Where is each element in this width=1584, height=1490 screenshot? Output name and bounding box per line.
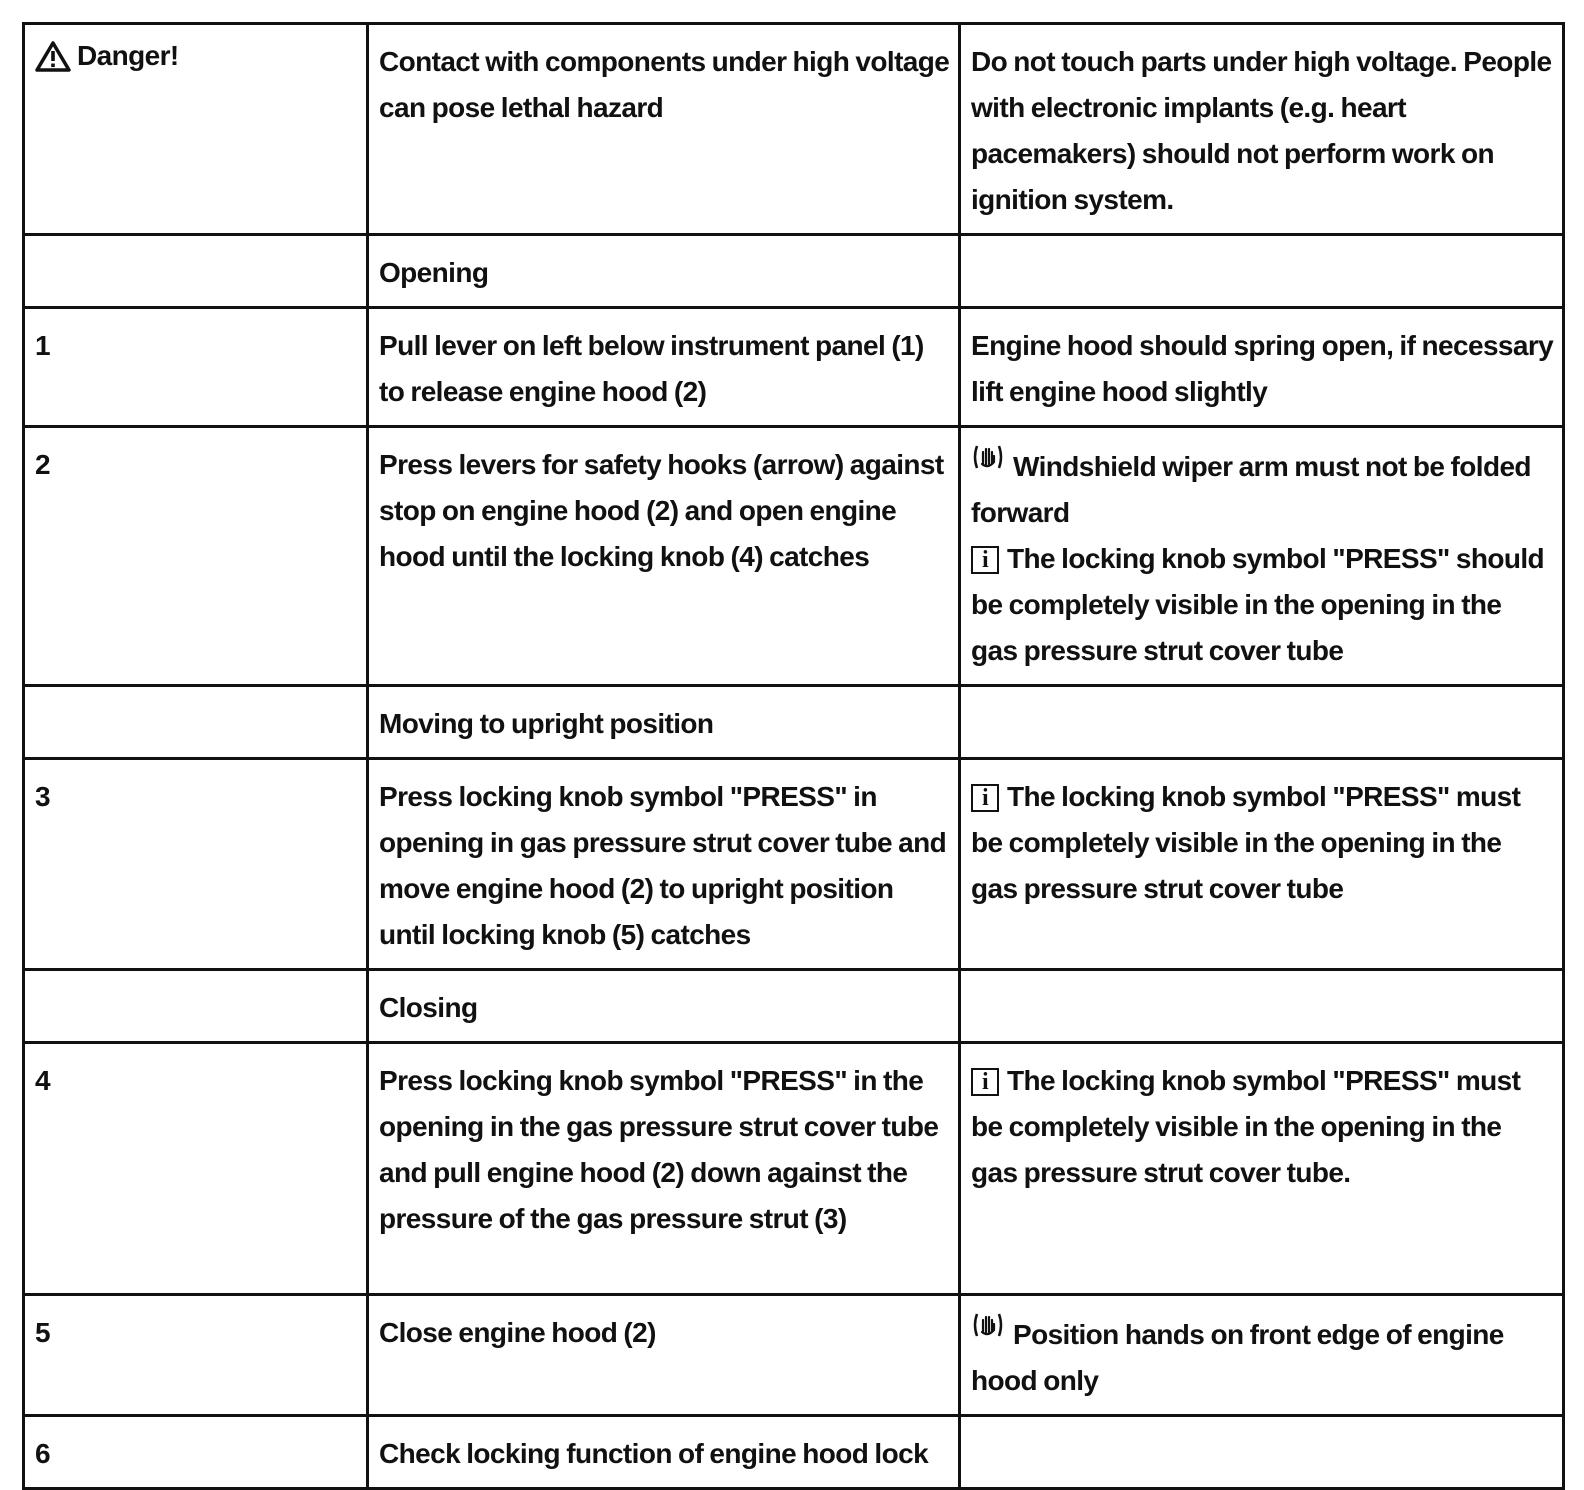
danger-heading [35, 33, 179, 79]
section-title-text: Closing [379, 992, 478, 1023]
section-title-opening [368, 235, 960, 308]
step-note [960, 1416, 1564, 1489]
step-number: 3 [24, 759, 368, 970]
section-empty-cell [24, 970, 368, 1043]
section-empty-cell [24, 686, 368, 759]
info-note: i The locking knob symbol "PRESS" must be completely visible in the opening in the gas pressure strut cover tube. [971, 1065, 1521, 1188]
step-row-3 [24, 759, 1564, 970]
step-row-5 [24, 1295, 1564, 1416]
section-empty-cell [960, 970, 1564, 1043]
danger-label-cell [24, 24, 368, 235]
step-note [960, 1295, 1564, 1416]
section-empty-cell [960, 686, 1564, 759]
step-note [960, 1043, 1564, 1295]
section-title-text: Moving to upright position [379, 708, 714, 739]
step-note: Engine hood should spring open, if necessary lift engine hood slightly [960, 308, 1564, 427]
danger-hazard-text: Contact with components under high voltage can pose lethal hazard [379, 46, 950, 123]
danger-measure-cell [960, 24, 1564, 235]
danger-row [24, 24, 1564, 235]
section-empty-cell [960, 235, 1564, 308]
step-number: 2 [24, 427, 368, 686]
info-icon: i [971, 546, 999, 574]
step-row-1 [24, 308, 1564, 427]
warning-triangle-icon [35, 40, 71, 72]
info-icon: i [971, 784, 999, 812]
step-number: 4 [24, 1043, 368, 1295]
section-title-upright [368, 686, 960, 759]
info-note: i The locking knob symbol "PRESS" must be completely visible in the opening in the gas pressure strut cover tube [971, 781, 1521, 904]
step-number: 1 [24, 308, 368, 427]
section-empty-cell [24, 235, 368, 308]
step-action: Press levers for safety hooks (arrow) against stop on engine hood (2) and open engine hood until the locking knob (4) catches [368, 427, 960, 686]
step-note [960, 759, 1564, 970]
section-row-closing [24, 970, 1564, 1043]
info-icon: i [971, 1068, 999, 1096]
caution-note: Windshield wiper arm must not be folded forward [971, 442, 1554, 536]
step-number: 5 [24, 1295, 368, 1416]
step-action: Check locking function of engine hood lock [368, 1416, 960, 1489]
step-row-6 [24, 1416, 1564, 1489]
procedure-table [22, 22, 1565, 1490]
step-row-2 [24, 427, 1564, 686]
section-row-upright [24, 686, 1564, 759]
danger-hazard-cell [368, 24, 960, 235]
step-action: Close engine hood (2) [368, 1295, 960, 1416]
section-row-opening [24, 235, 1564, 308]
danger-measure-text: Do not touch parts under high voltage. People with electronic implants (e.g. heart pacemakers) should not perform work on ignition system. [971, 46, 1552, 215]
step-note [960, 427, 1564, 686]
section-title-text: Opening [379, 257, 489, 288]
hand-caution-icon [971, 442, 1005, 472]
caution-note: Position hands on front edge of engine hood only [971, 1310, 1554, 1404]
step-row-4 [24, 1043, 1564, 1295]
step-action: Pull lever on left below instrument panel (1) to release engine hood (2) [368, 308, 960, 427]
step-action: Press locking knob symbol "PRESS" in opening in gas pressure strut cover tube and move engine hood (2) to upright position until locking knob (5) catches [368, 759, 960, 970]
danger-label: Danger! [77, 40, 179, 71]
info-note: i The locking knob symbol "PRESS" should be completely visible in the opening in the gas pressure strut cover tube [971, 543, 1545, 666]
hand-caution-icon [971, 1310, 1005, 1340]
section-title-closing [368, 970, 960, 1043]
step-number: 6 [24, 1416, 368, 1489]
step-action: Press locking knob symbol "PRESS" in the opening in the gas pressure strut cover tube and pull engine hood (2) down against the pressure of the gas pressure strut (3) [368, 1043, 960, 1295]
